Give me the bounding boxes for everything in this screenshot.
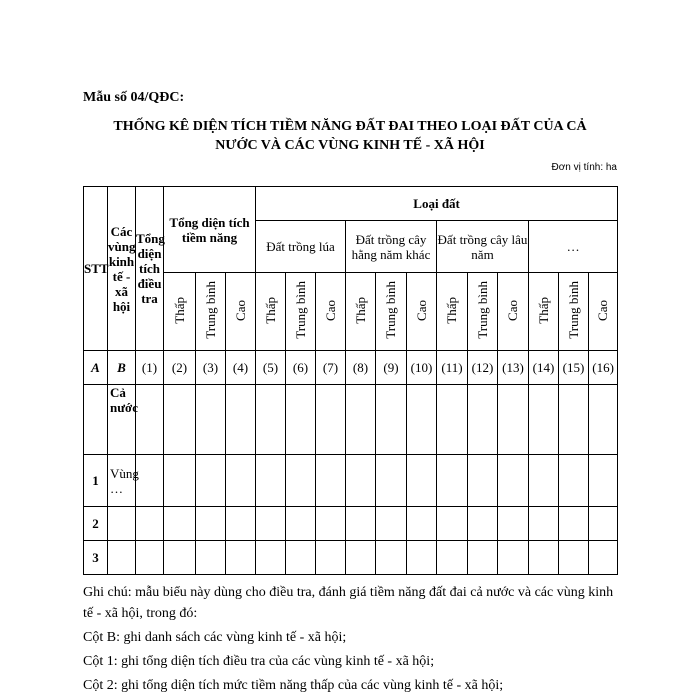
col-number: (11) — [437, 351, 468, 385]
row-stt: 3 — [84, 541, 108, 575]
title-line-2: NƯỚC VÀ CÁC VÙNG KINH TẾ - XÃ HỘI — [215, 138, 485, 153]
row-country: Cả nước — [108, 385, 136, 455]
title-line-1: THỐNG KÊ DIỆN TÍCH TIỀM NĂNG ĐẤT ĐAI THEO LOẠI ĐẤT CỦA CẢ — [113, 119, 587, 134]
level-mid: Trung bình — [196, 273, 226, 351]
level-mid: Trung bình — [468, 273, 498, 351]
level-high: Cao — [316, 273, 346, 351]
note-col-2: Cột 2: ghi tổng diện tích mức tiềm năng thấp của các vùng kinh tế - xã hội; — [83, 678, 504, 693]
col-number: (6) — [286, 351, 316, 385]
col-number: (7) — [316, 351, 346, 385]
form-code: Mẫu số 04/QĐC: — [83, 90, 185, 105]
row-region-name: Vùng … — [108, 455, 136, 507]
col-label-b: B — [108, 351, 136, 385]
level-low: Thấp — [256, 273, 286, 351]
unit-label: Đơn vị tính: ha — [551, 162, 617, 173]
header-regions: Các vùng kinh tế - xã hội — [108, 187, 136, 351]
note-intro: Ghi chú: mẫu biểu này dùng cho điều tra, đánh giá tiềm năng đất đai cả nước và các vùng kinh tế - xã hội, trong đó: — [83, 585, 614, 621]
header-more: … — [529, 221, 618, 273]
header-perennial-crops: Đất trồng cây lâu năm — [437, 221, 529, 273]
level-low: Thấp — [346, 273, 376, 351]
header-rice: Đất trồng lúa — [256, 221, 346, 273]
level-high: Cao — [498, 273, 529, 351]
col-number: (10) — [407, 351, 437, 385]
col-label-a: A — [84, 351, 108, 385]
potential-land-table — [83, 186, 618, 575]
col-number: (9) — [376, 351, 407, 385]
level-low: Thấp — [437, 273, 468, 351]
row-stt: 1 — [84, 455, 108, 507]
level-high: Cao — [407, 273, 437, 351]
row-stt: 2 — [84, 507, 108, 541]
header-annual-crops: Đất trồng cây hằng năm khác — [346, 221, 437, 273]
col-number: (2) — [164, 351, 196, 385]
level-mid: Trung bình — [376, 273, 407, 351]
col-number: (1) — [136, 351, 164, 385]
header-land-type: Loại đất — [256, 187, 618, 221]
level-low: Thấp — [164, 273, 196, 351]
col-number: (5) — [256, 351, 286, 385]
document-title — [83, 117, 617, 155]
col-number: (13) — [498, 351, 529, 385]
level-mid: Trung bình — [559, 273, 589, 351]
header-stt: STT — [84, 187, 108, 351]
col-number: (16) — [589, 351, 618, 385]
table-row — [84, 507, 618, 541]
col-number: (3) — [196, 351, 226, 385]
col-number: (8) — [346, 351, 376, 385]
col-number: (14) — [529, 351, 559, 385]
note-col-b: Cột B: ghi danh sách các vùng kinh tế - xã hội; — [83, 630, 347, 645]
level-low: Thấp — [529, 273, 559, 351]
col-number: (12) — [468, 351, 498, 385]
level-high: Cao — [226, 273, 256, 351]
col-number: (4) — [226, 351, 256, 385]
level-mid: Trung bình — [286, 273, 316, 351]
table-row — [84, 385, 618, 455]
col-number: (15) — [559, 351, 589, 385]
header-total-potential: Tổng diện tích tiềm năng — [164, 187, 256, 273]
table-row — [84, 541, 618, 575]
note-col-1: Cột 1: ghi tổng diện tích điều tra của các vùng kinh tế - xã hội; — [83, 654, 435, 669]
table-row — [84, 455, 618, 507]
notes-section — [83, 582, 623, 699]
level-high: Cao — [589, 273, 618, 351]
header-total-area: Tổng diện tích điều tra — [136, 187, 164, 351]
